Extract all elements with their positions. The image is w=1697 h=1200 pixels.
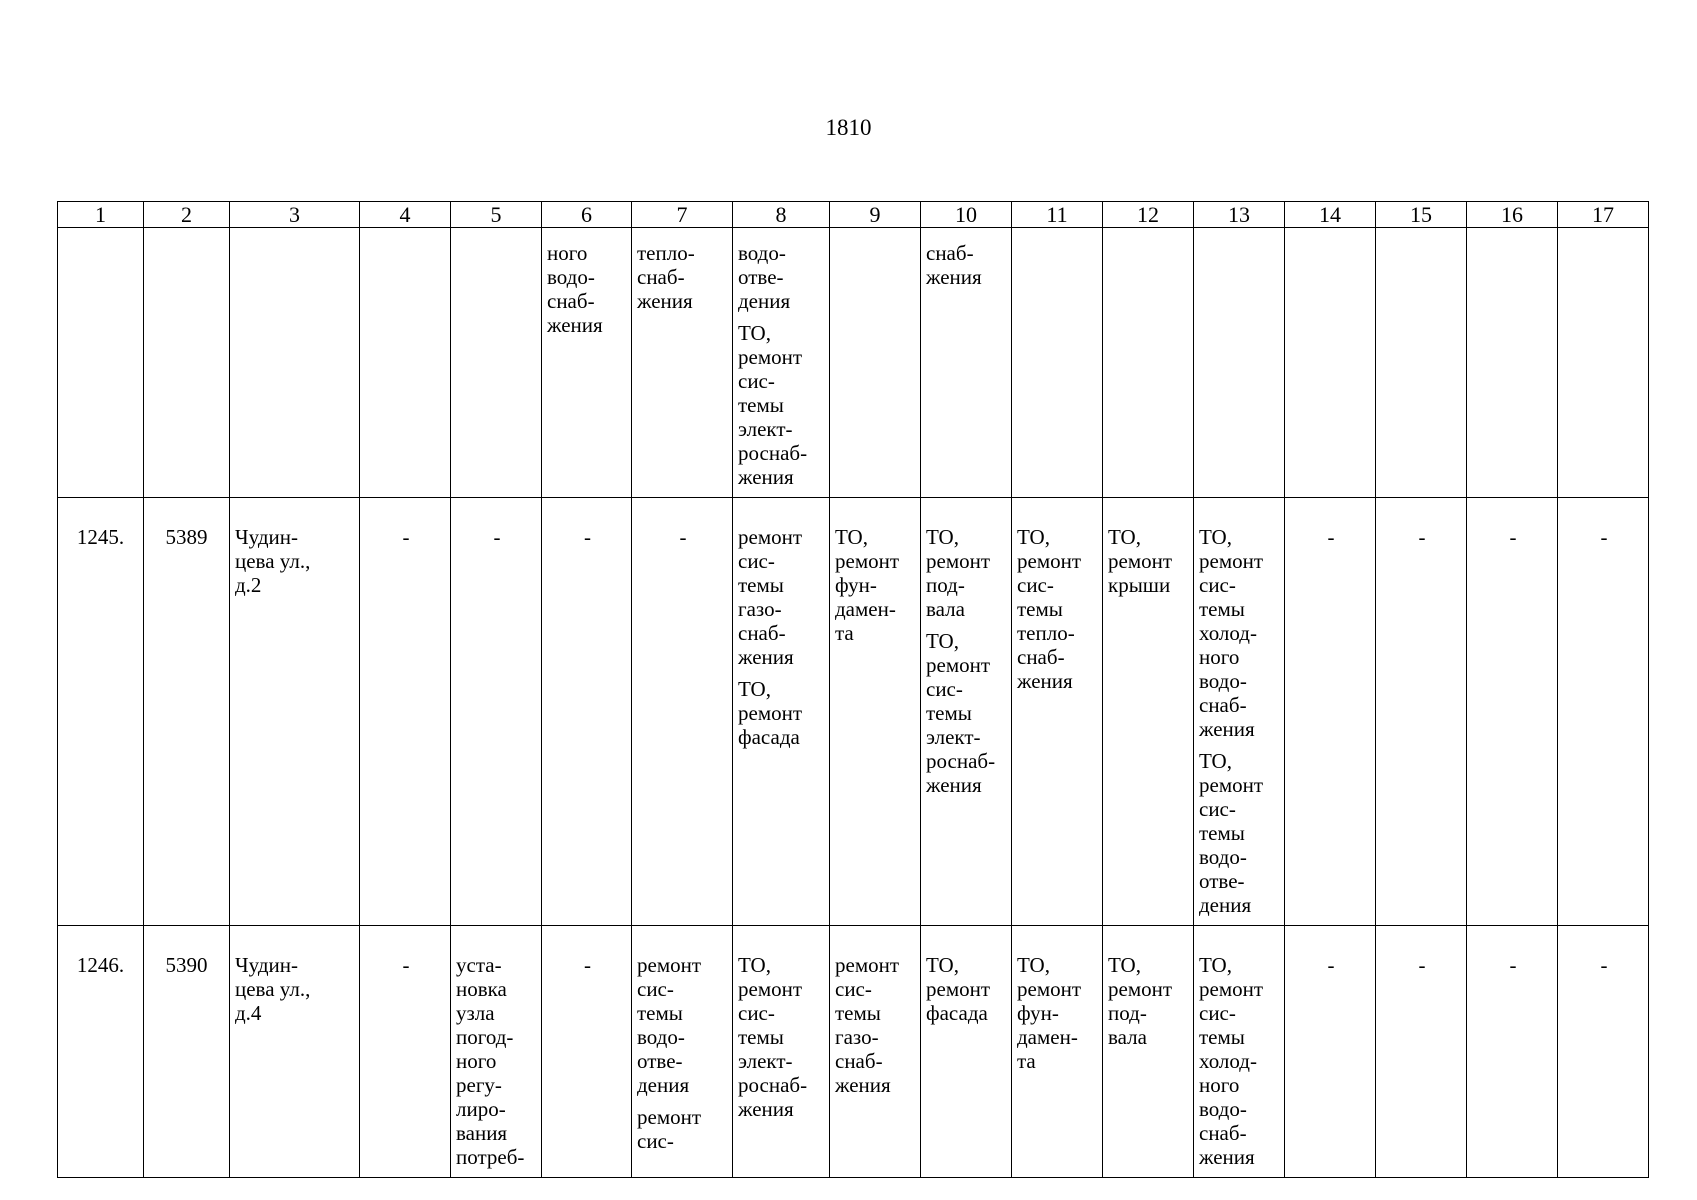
- cell-entry: ТО, ремонт под- вала: [1108, 953, 1173, 1049]
- table-cell: [1285, 228, 1376, 498]
- empty-dash: -: [402, 525, 410, 549]
- cell-entry: ремонт сис- темы водо- отве- дения: [637, 953, 702, 1097]
- column-header: 16: [1467, 202, 1558, 228]
- table-cell: [58, 228, 144, 498]
- cell-entry: водо- отве- дения: [738, 241, 791, 313]
- cell-entry: ТО, ремонт под- вала: [926, 525, 991, 621]
- cell-entry: уста- новка узла погод- ного регу- лиро- вания потреб-: [456, 953, 525, 1169]
- cell-entry: ТО, ремонт крыши: [1108, 525, 1173, 597]
- cell-entry: снаб- жения: [926, 241, 982, 289]
- cell-entry: ТО, ремонт сис- темы элект- роснаб- жения: [926, 629, 996, 797]
- address-cell: Чудин- цева ул., д.4: [230, 926, 360, 1178]
- table-cell: [1467, 228, 1558, 498]
- table-cell: [1376, 228, 1467, 498]
- cell-entry: ремонт сис-: [637, 1105, 702, 1153]
- table-cell: [733, 498, 830, 926]
- table-cell: [1012, 498, 1103, 926]
- cell-entry: ТО, ремонт сис- темы тепло- снаб- жения: [1017, 525, 1082, 693]
- table-cell: [632, 228, 733, 498]
- table-cell: [1194, 228, 1285, 498]
- table-row: [58, 926, 1649, 1178]
- column-header: 5: [451, 202, 542, 228]
- table-cell: [1558, 228, 1649, 498]
- column-header: 2: [144, 202, 230, 228]
- empty-dash: -: [1418, 525, 1426, 549]
- column-header: 1: [58, 202, 144, 228]
- column-header: 11: [1012, 202, 1103, 228]
- cell-entry: ТО, ремонт сис- темы водо- отве- дения: [1199, 749, 1264, 917]
- table-cell: [632, 498, 733, 926]
- empty-dash: -: [584, 953, 591, 977]
- empty-dash: -: [584, 525, 591, 549]
- table-cell: [1376, 926, 1467, 1178]
- table-cell: [451, 498, 542, 926]
- empty-dash: -: [1327, 525, 1335, 549]
- table-cell: [1194, 926, 1285, 1178]
- object-code: 5390: [144, 926, 230, 1178]
- table-cell: [921, 926, 1012, 1178]
- table-row: [58, 498, 1649, 926]
- table-cell: [230, 228, 360, 498]
- table-cell: [1103, 228, 1194, 498]
- cell-entry: ТО, ремонт сис- темы элект- роснаб- жения: [738, 953, 808, 1121]
- column-header: 10: [921, 202, 1012, 228]
- column-header: 4: [360, 202, 451, 228]
- table-cell: [360, 926, 451, 1178]
- empty-dash: -: [1327, 953, 1335, 977]
- table-cell: [733, 926, 830, 1178]
- column-header: 17: [1558, 202, 1649, 228]
- empty-dash: -: [402, 953, 410, 977]
- table-cell: [451, 926, 542, 1178]
- column-header: 9: [830, 202, 921, 228]
- table-cell: [542, 926, 632, 1178]
- table-cell: [1285, 498, 1376, 926]
- cell-entry: ТО, ремонт фун- дамен- та: [835, 525, 900, 645]
- empty-dash: -: [1509, 525, 1517, 549]
- cell-entry: ТО, ремонт сис- темы холод- ного водо- снаб- жения: [1199, 525, 1264, 741]
- cell-entry: ТО, ремонт фасада: [926, 953, 991, 1025]
- table-cell: [1558, 498, 1649, 926]
- page-number: 1810: [825, 115, 872, 140]
- table-cell: [1558, 926, 1649, 1178]
- table-cell: [1285, 926, 1376, 1178]
- table-cell: [830, 926, 921, 1178]
- table-cell: [1012, 926, 1103, 1178]
- object-code: 5389: [144, 498, 230, 926]
- table-cell: [1103, 498, 1194, 926]
- column-header: 14: [1285, 202, 1376, 228]
- row-number: 1245.: [58, 498, 144, 926]
- empty-dash: -: [679, 525, 687, 549]
- table-cell: [830, 228, 921, 498]
- table-cell: [921, 228, 1012, 498]
- empty-dash: -: [1509, 953, 1517, 977]
- cell-entry: ТО, ремонт сис- темы холод- ного водо- снаб- жения: [1199, 953, 1264, 1169]
- cell-entry: ТО, ремонт фун- дамен- та: [1017, 953, 1082, 1073]
- table-cell: [542, 498, 632, 926]
- column-header: 8: [733, 202, 830, 228]
- column-header: 6: [542, 202, 632, 228]
- column-header: 3: [230, 202, 360, 228]
- empty-dash: -: [493, 525, 501, 549]
- table-cell: [1376, 498, 1467, 926]
- cell-entry: ТО, ремонт сис- темы элект- роснаб- жения: [738, 321, 808, 489]
- empty-dash: -: [1600, 953, 1608, 977]
- column-header: 7: [632, 202, 733, 228]
- cell-entry: ремонт сис- темы газо- снаб- жения: [738, 525, 803, 669]
- continuation-row: [58, 228, 1649, 498]
- cell-entry: ТО, ремонт фасада: [738, 677, 803, 749]
- column-header: 15: [1376, 202, 1467, 228]
- table-cell: [542, 228, 632, 498]
- address-cell: Чудин- цева ул., д.2: [230, 498, 360, 926]
- table-cell: [733, 228, 830, 498]
- table-cell: [830, 498, 921, 926]
- table-cell: [451, 228, 542, 498]
- table-cell: [632, 926, 733, 1178]
- cell-entry: ного водо- снаб- жения: [547, 241, 603, 337]
- cell-entry: тепло- снаб- жения: [637, 241, 695, 313]
- column-number-row: [58, 202, 1649, 228]
- repair-plan-table: [57, 201, 1649, 1178]
- empty-dash: -: [1418, 953, 1426, 977]
- table-cell: [1103, 926, 1194, 1178]
- table-cell: [1467, 498, 1558, 926]
- table-cell: [1194, 498, 1285, 926]
- table-cell: [921, 498, 1012, 926]
- column-header: 12: [1103, 202, 1194, 228]
- table-cell: [360, 498, 451, 926]
- table-cell: [360, 228, 451, 498]
- row-number: 1246.: [58, 926, 144, 1178]
- table-cell: [1012, 228, 1103, 498]
- cell-entry: ремонт сис- темы газо- снаб- жения: [835, 953, 900, 1097]
- table-cell: [144, 228, 230, 498]
- empty-dash: -: [1600, 525, 1608, 549]
- column-header: 13: [1194, 202, 1285, 228]
- table-cell: [1467, 926, 1558, 1178]
